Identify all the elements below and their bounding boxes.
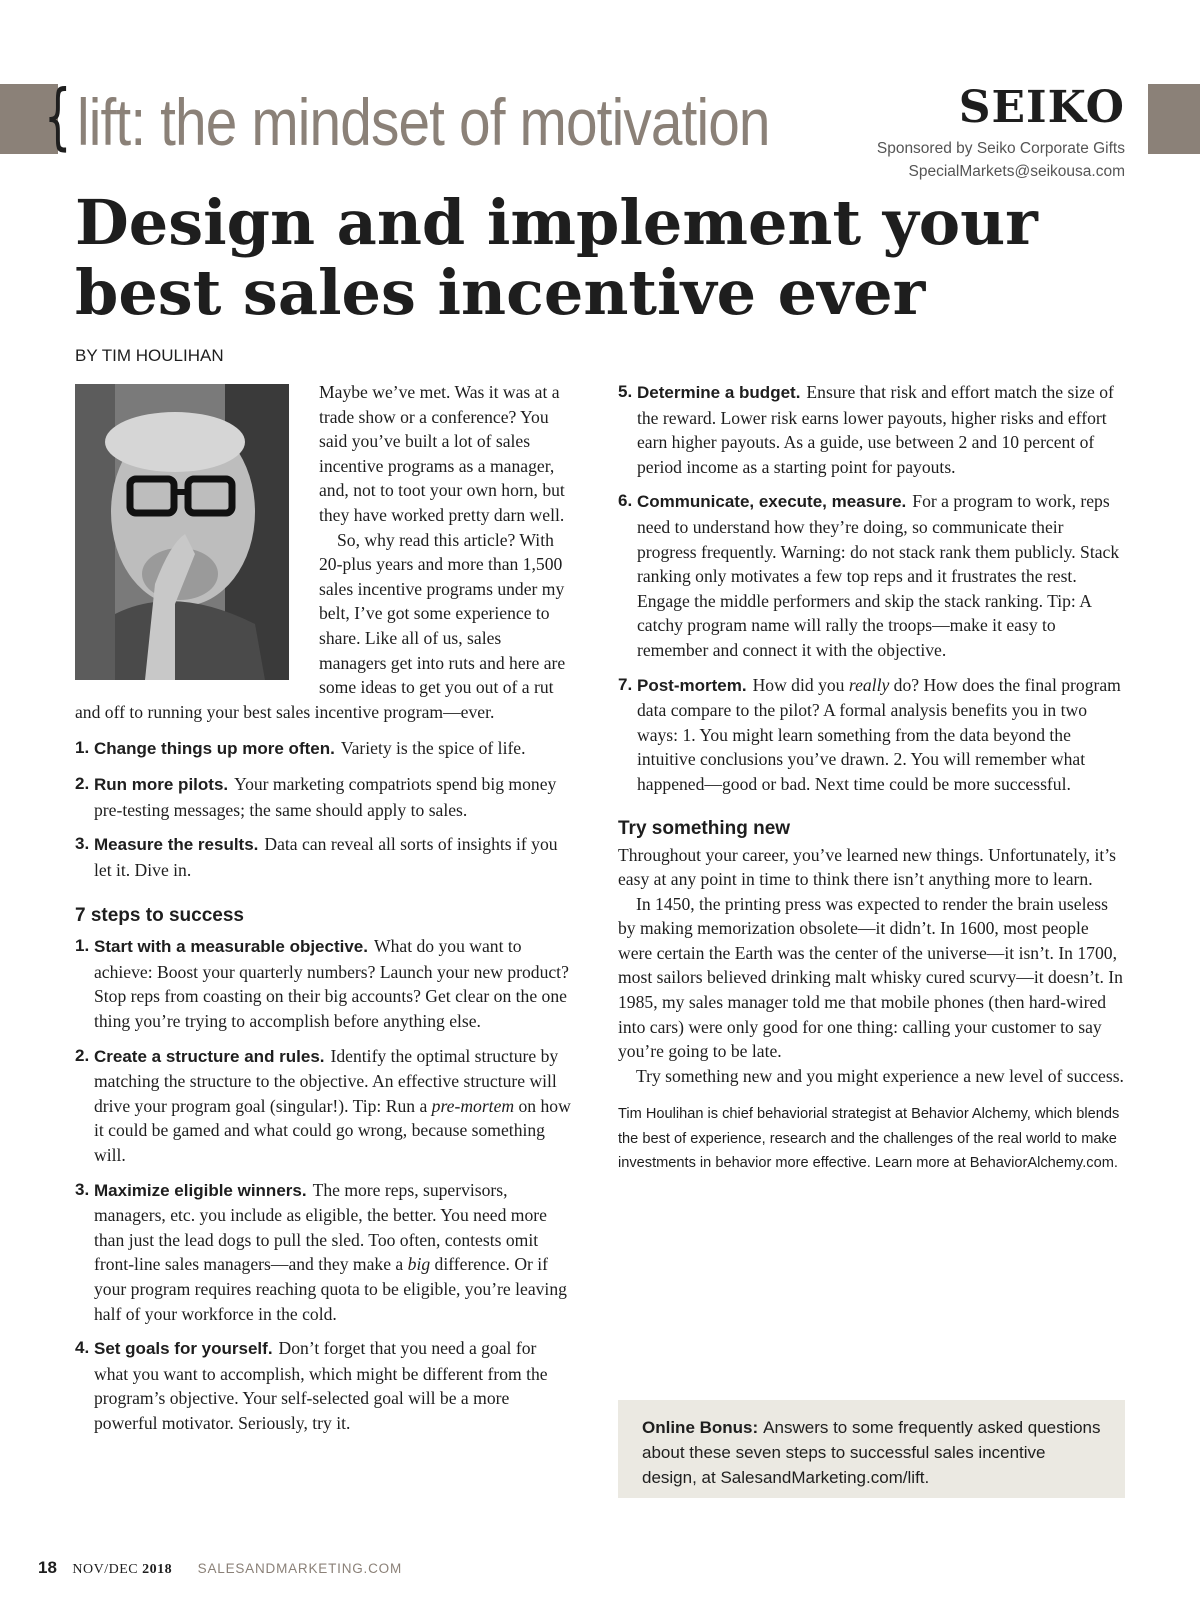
header-accent-bar-right bbox=[1148, 84, 1200, 154]
step-emphasis: big bbox=[407, 1254, 431, 1275]
list-item bbox=[75, 772, 571, 822]
try-paragraph-3: Try something new and you might experience a new level of success. bbox=[636, 1065, 1124, 1086]
sponsor-block bbox=[877, 137, 1125, 183]
step-text: Don’t forget that you need a goal for what you want to accomplish, which might be different from the program’s objective. Your self-selected goal will be a more powerful motivator. Seriously, try it. bbox=[94, 1338, 548, 1433]
online-bonus-label: Online Bonus: bbox=[642, 1418, 759, 1437]
sponsor-email: SpecialMarkets@seikousa.com bbox=[908, 163, 1125, 180]
step-text: What do you want to achieve: Boost your quarterly numbers? Launch your new product? Stop reps from coasting on their big accounts? Get clear on the one thing you’re trying to accomplish before anything else. bbox=[94, 936, 569, 1032]
magazine-name: SALESANDMARKETING.COM bbox=[197, 1561, 402, 1576]
step-lead: Determine a budget. bbox=[637, 383, 801, 402]
step-text: The more reps, supervisors, managers, etc. you include as eligible, the better. You need more than just the lead dogs to pull the sled. Too often, contests omit front-line sales managers—and they make a bbox=[94, 1179, 547, 1275]
sponsor-line: Sponsored by Seiko Corporate Gifts bbox=[876, 140, 1125, 157]
step-number: 2. bbox=[75, 1045, 90, 1065]
list-item-lead: Measure the results. bbox=[94, 835, 259, 855]
step-text-continued: difference. Or if your program requires reaching quota to be eligible, you’re leaving half of your workforce in the cold. bbox=[94, 1254, 567, 1324]
step-text: Ensure that risk and effort match the size of the reward. Lower risk earns lower payouts, higher risks and effort earn higher payouts. As a guide, use between 2 and 10 percent of period income as a starting point for payouts. bbox=[637, 382, 1114, 477]
step-number: 7. bbox=[618, 674, 633, 694]
step-number: 1. bbox=[75, 936, 90, 956]
try-paragraph-1: Throughout your career, you’ve learned new things. Unfortunately, it’s easy at any point in time to think there isn’t anything more to learn. bbox=[618, 844, 1116, 890]
list-item-lead: Run more pilots. bbox=[94, 774, 229, 794]
step-emphasis: really bbox=[848, 674, 890, 695]
left-column bbox=[75, 380, 571, 1446]
list-item-number: 1. bbox=[75, 738, 90, 758]
step-number: 3. bbox=[75, 1179, 90, 1199]
steps-heading: 7 steps to success bbox=[75, 905, 244, 927]
online-bonus-text: Answers to some frequently asked questions about these seven steps to successful sales incentive design, at SalesandMarketing.com/lift. bbox=[642, 1418, 1101, 1487]
step-text: How did you bbox=[752, 674, 845, 695]
list-item-text: Variety is the spice of life. bbox=[340, 738, 526, 759]
step-lead: Communicate, execute, measure. bbox=[637, 492, 907, 512]
step-text-continued: do? How does the final program data compare to the pilot? A formal analysis benefits you in two ways: 1. You might learn something from the data beyond the intuitive conclusions you’ve drawn. 2. You will remember what happened—good or bad. Next time could be more successful. bbox=[637, 674, 1121, 794]
try-paragraph-2: In 1450, the printing press was expected to render the brain useless by making memorization obsolete—it didn’t. In 1600, most people were certain the Earth was the center of the universe—it isn’t. In 1700, most sailors believed drinking malt whisky cured scurvy—it doesn’t. In 1985, my sales manager told me that mobile phones (then hard-wired into cars) were only good for one thing: calling your customer to say you’re going to be late. bbox=[618, 893, 1123, 1062]
issue-year: 2018 bbox=[142, 1562, 173, 1577]
issue-date bbox=[72, 1562, 172, 1577]
step-number: 4. bbox=[75, 1338, 90, 1358]
step-lead: Start with a measurable objective. bbox=[94, 937, 368, 957]
step-number: 6. bbox=[618, 491, 633, 511]
step-lead: Maximize eligible winners. bbox=[94, 1180, 307, 1200]
right-column bbox=[618, 380, 1125, 1176]
list-item-text: Data can reveal all sorts of insights if you let it. Dive in. bbox=[94, 834, 558, 880]
section-title: lift: the mindset of motivation bbox=[77, 85, 770, 159]
step-lead: Post-mortem. bbox=[637, 675, 747, 695]
list-item bbox=[75, 832, 571, 882]
article-headline: Design and implement your best sales incentive ever bbox=[75, 186, 1038, 329]
intro-paragraph-1: Maybe we’ve met. Was it was at a trade show or a conference? You said you’ve built a lot of sales incentive programs as a manager, and, not to toot your own horn, but they have worked pretty darn well. bbox=[319, 382, 565, 525]
try-something-new-heading: Try something new bbox=[618, 817, 791, 839]
step-item bbox=[75, 1178, 571, 1327]
issue-month: NOV/DEC bbox=[72, 1562, 139, 1577]
step-item bbox=[618, 489, 1125, 662]
step-emphasis: pre-mortem bbox=[431, 1095, 515, 1116]
step-lead: Set goals for yourself. bbox=[94, 1339, 273, 1359]
steps-list-part-1 bbox=[75, 934, 571, 1435]
step-text: Identify the optimal structure by matching the structure to the objective. An effective structure will drive your program goal (singular!). Tip: Run a bbox=[94, 1045, 559, 1116]
online-bonus-box bbox=[618, 1400, 1125, 1498]
bracket-icon: { bbox=[44, 74, 72, 158]
intro-list bbox=[75, 736, 571, 882]
steps-list-part-2 bbox=[618, 380, 1125, 797]
author-bio: Tim Houlihan is chief behaviorial strategist at Behavior Alchemy, which blends the best of experience, research and the challenges of the real world to make investments in behavior more effective. Learn more at BehaviorAlchemy.com. bbox=[618, 1106, 1120, 1172]
list-item-text: Your marketing compatriots spend big money pre-testing messages; the same should apply to sales. bbox=[94, 773, 557, 820]
step-text-continued: on how it could be gamed and what could go wrong, because something will. bbox=[94, 1095, 571, 1166]
list-item-lead: Change things up more often. bbox=[94, 739, 335, 759]
intro-paragraph-2: So, why read this article? With 20-plus years and more than 1,500 sales incentive programs under my belt, I’ve got some experience to share. Like all of us, sales managers get into ruts and here are some ideas to get you out of a rut and off to running your best sales incentive program—ever. bbox=[75, 529, 566, 722]
step-text: For a program to work, reps need to understand how they’re doing, so communicate their progress frequently. Warning: do not stack rank them publicly. Stack ranking only motivates a few top reps and it frustrates the rest. Engage the middle performers and skip the stack ranking. Tip: A catchy program name will rally the troops—make it easy to remember and connect it with the objective. bbox=[637, 491, 1120, 660]
page-footer bbox=[38, 1558, 402, 1578]
page-number: 18 bbox=[38, 1558, 57, 1577]
author-portrait-image bbox=[75, 384, 289, 680]
author-photo bbox=[75, 384, 289, 680]
list-item-number: 3. bbox=[75, 834, 90, 854]
step-lead: Create a structure and rules. bbox=[94, 1046, 325, 1066]
step-item bbox=[75, 1044, 571, 1168]
step-number: 5. bbox=[618, 382, 633, 401]
list-item bbox=[75, 736, 571, 762]
step-item bbox=[75, 934, 571, 1033]
step-item bbox=[618, 673, 1125, 797]
list-item-number: 2. bbox=[75, 773, 90, 793]
seiko-logo: SEIKO bbox=[958, 82, 1125, 133]
byline: BY TIM HOULIHAN bbox=[75, 346, 224, 365]
step-item bbox=[618, 380, 1125, 479]
step-item bbox=[75, 1336, 571, 1435]
